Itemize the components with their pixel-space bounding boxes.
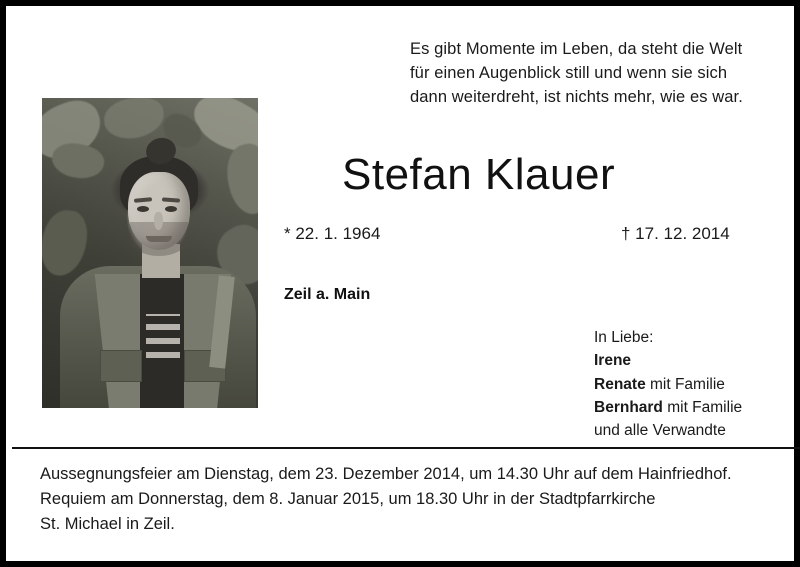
family-block: [594, 326, 742, 442]
quote-line-1: Es gibt Momente im Leben, da steht die Welt: [410, 40, 743, 58]
service-line-2: Requiem am Donnerstag, dem 8. Januar 2015, um 18.30 Uhr in der Stadtpfarrkirche: [40, 490, 656, 509]
memorial-quote: [410, 38, 780, 110]
family-member-3: [594, 396, 742, 419]
family-member-1: [594, 349, 742, 372]
foliage-shape: [42, 207, 90, 278]
family-member-1-name: Irene: [594, 352, 632, 370]
photo-background: [42, 98, 258, 408]
family-member-3-suffix: mit Familie: [662, 398, 743, 416]
family-intro: In Liebe:: [594, 329, 654, 346]
birth-date: * 22. 1. 1964: [284, 224, 381, 243]
eye-left: [137, 206, 149, 212]
service-line-3: St. Michael in Zeil.: [40, 515, 175, 534]
portrait-photo: [42, 98, 258, 408]
quote-line-2: für einen Augenblick still und wenn sie sich: [410, 63, 728, 82]
eye-right: [165, 206, 177, 212]
service-line-1: Aussegnungsfeier am Dienstag, dem 23. Dezember 2014, um 14.30 Uhr auf dem Hainfriedhof.: [40, 465, 732, 483]
shirt-print: [146, 314, 180, 358]
family-member-2: [594, 373, 742, 396]
nose-shape: [154, 212, 163, 230]
quote-line-3: dann weiterdreht, ist nichts mehr, wie es war.: [410, 87, 743, 106]
service-details: [40, 462, 770, 537]
jacket-pocket-left: [100, 350, 142, 382]
family-closing: und alle Verwandte: [594, 422, 726, 439]
mouth-shape: [146, 236, 172, 242]
family-member-2-name: Renate: [594, 375, 646, 393]
foliage-shape: [102, 98, 166, 141]
death-date: † 17. 12. 2014: [621, 224, 730, 243]
deceased-name: Stefan Klauer: [342, 150, 616, 199]
place-of-residence: Zeil a. Main: [284, 286, 371, 303]
family-member-3-name: Bernhard: [594, 398, 663, 416]
family-member-2-suffix: mit Familie: [645, 375, 725, 393]
foliage-shape: [221, 140, 258, 218]
section-divider: [12, 447, 800, 449]
